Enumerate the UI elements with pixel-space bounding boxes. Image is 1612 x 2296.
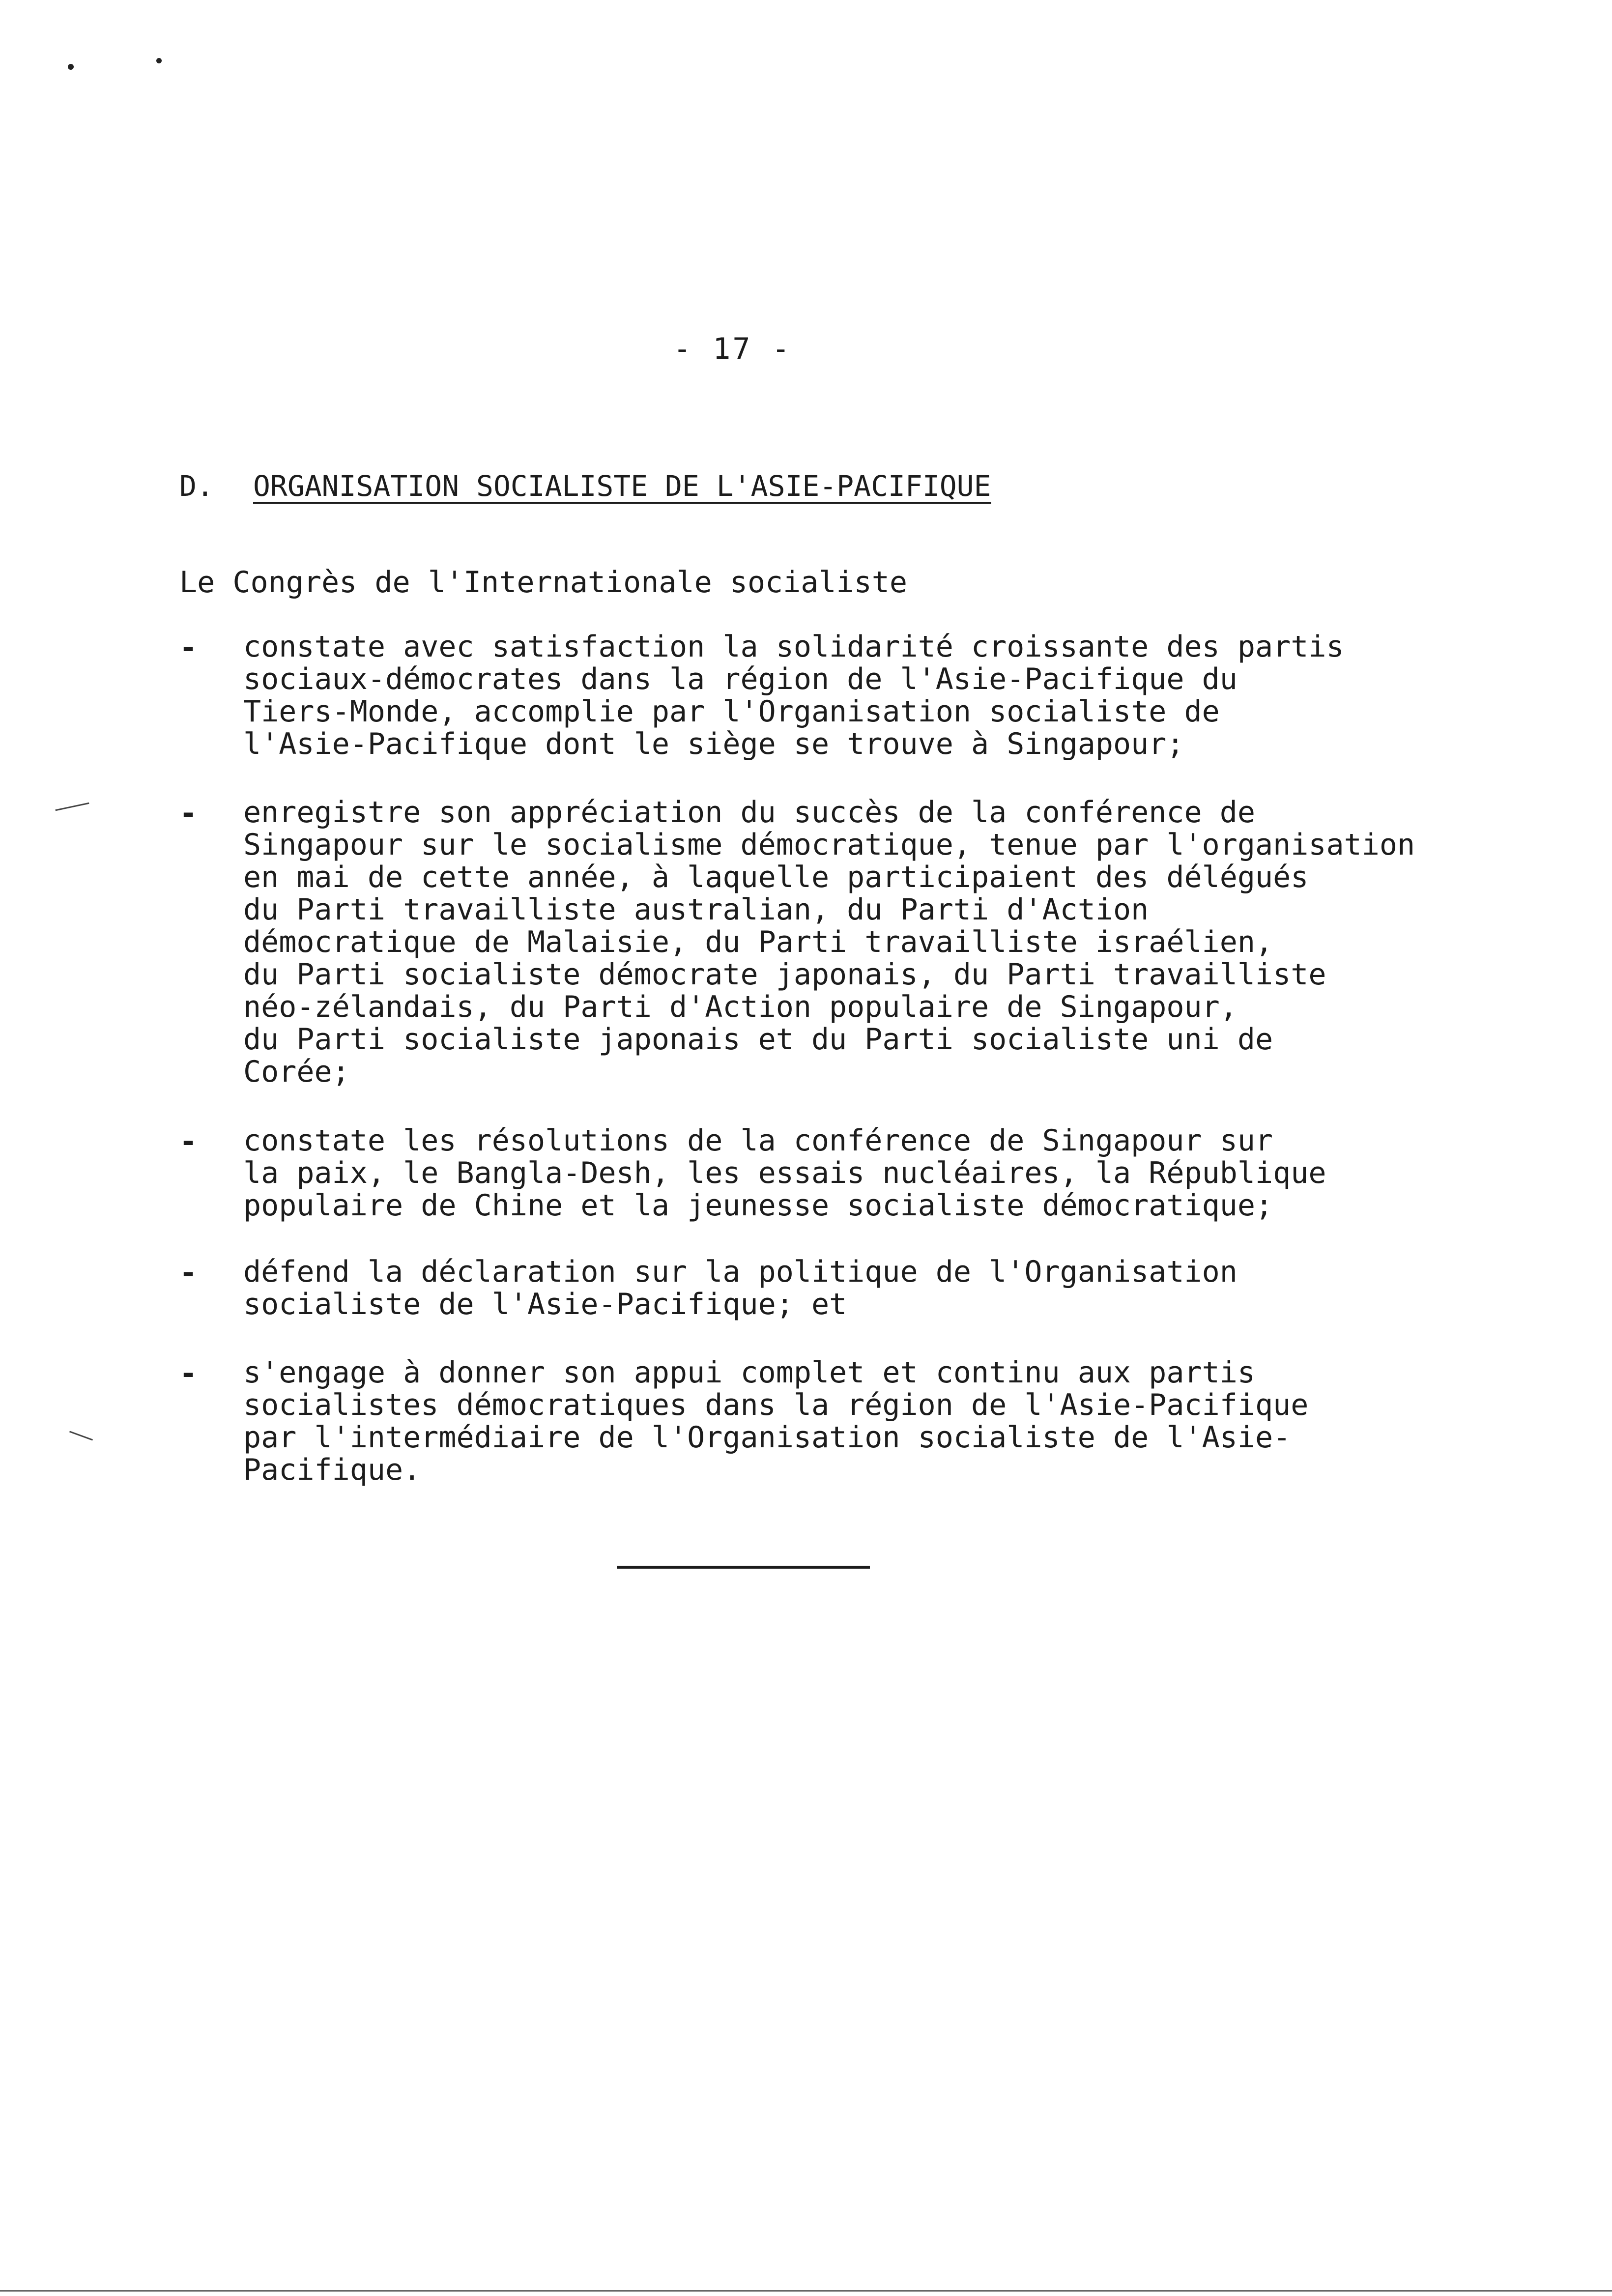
section-title: ORGANISATION SOCIALISTE DE L'ASIE-PACIFIQUE <box>253 469 991 503</box>
scan-mark <box>55 803 89 811</box>
scan-mark <box>69 1431 93 1441</box>
bullet-dash: - <box>179 796 198 831</box>
list-item-text: constate les résolutions de la conférence de Singapour sur la paix, le Bangla-Desh, les essais nucléaires, la République populaire de Chine et la jeunesse socialiste démocratique; <box>243 1123 1326 1223</box>
end-divider <box>617 1566 870 1569</box>
bullet-dash: - <box>179 1256 198 1290</box>
list-item-text: constate avec satisfaction la solidarité croissante des partis sociaux-démocrates dans la région de l'Asie-Pacifique du Tiers-Monde, accomplie par l'Organisation socialiste de l'Asie-Pacifique dont le siège se trouve à Singapour; <box>243 630 1344 761</box>
bullet-dash: - <box>179 1124 198 1159</box>
section-heading <box>179 469 991 503</box>
list-item-text: s'engage à donner son appui complet et continu aux partis socialistes démocratiques dans la région de l'Asie-Pacifique par l'intermédiaire de l'Organisation socialiste de l'Asie- Pacifique. <box>243 1355 1309 1487</box>
page-number: - 17 - <box>673 332 792 366</box>
bullet-dash: - <box>179 1356 198 1391</box>
list-item-text: défend la déclaration sur la politique de l'Organisation socialiste de l'Asie-Pacifique; et <box>243 1255 1238 1321</box>
scan-bottom-edge <box>0 2290 1612 2292</box>
scan-speck <box>156 58 162 63</box>
intro-paragraph: Le Congrès de l'Internationale socialiste <box>179 565 908 600</box>
scan-speck <box>68 64 74 70</box>
section-letter: D. <box>179 469 214 503</box>
list-item-text: enregistre son appréciation du succès de la conférence de Singapour sur le socialisme démocratique, tenue par l'organisation en mai de cette année, à laquelle participaient des délégués du Parti travailliste australian, du Parti d'Action démocratique de Malaisie, du Parti travailliste israélien, du Parti socialiste démocrate japonais, du Parti travailliste néo-zélandais, du Parti d'Action populaire de Singapour, du Parti socialiste japonais et du Parti socialiste uni de Corée; <box>243 795 1415 1089</box>
bullet-dash: - <box>179 631 198 665</box>
